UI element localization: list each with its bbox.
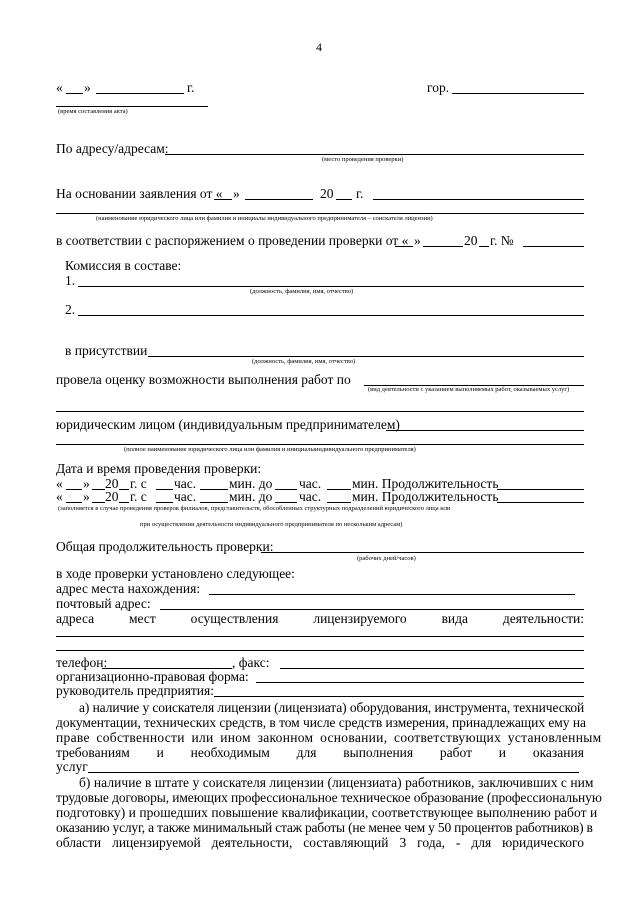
basis-month-blank[interactable] bbox=[245, 199, 313, 200]
places-word: осуществления bbox=[190, 611, 279, 626]
para-b-line-3: подготовку) и прошедших повышение квалификации, соответствующее выполнению работ и bbox=[56, 805, 598, 820]
para-b-word: - bbox=[455, 835, 461, 850]
dt1-close-quote: » bbox=[83, 476, 90, 491]
para-a-word: требованиям bbox=[56, 745, 130, 760]
dt1-from: г. с bbox=[130, 476, 147, 491]
order-number-label: г. № bbox=[490, 233, 514, 248]
date-open-quote: « bbox=[56, 80, 63, 95]
para-b-word: 3 bbox=[399, 835, 407, 850]
dt2-year: 20 bbox=[105, 489, 119, 504]
order-close-quote: » bbox=[414, 233, 421, 248]
address-note: (место проведения проверки) bbox=[322, 156, 404, 163]
para-a-word: и bbox=[156, 745, 164, 760]
act-time-note: (время составления акта) bbox=[58, 108, 128, 115]
dt1-hours2: час. bbox=[299, 476, 322, 491]
para-a-blank[interactable] bbox=[88, 772, 579, 773]
para-b-line-5 bbox=[56, 835, 584, 851]
para-b-word: юридического bbox=[502, 835, 584, 850]
datetime-label: Дата и время проведения проверки: bbox=[56, 461, 262, 476]
assessment-note: (вид деятельности с указанием выполняемых работ, оказываемых услуг) bbox=[368, 386, 570, 393]
para-a-word: работ bbox=[439, 745, 472, 760]
dt2-min2-blank[interactable] bbox=[327, 502, 351, 503]
dt2-hours: час. bbox=[174, 489, 197, 504]
dt2-hours2: час. bbox=[299, 489, 322, 504]
places-blank-2[interactable] bbox=[56, 650, 584, 651]
page-number: 4 bbox=[316, 40, 322, 54]
dt2-open-quote: « bbox=[56, 489, 63, 504]
assessment-blank-2[interactable] bbox=[56, 411, 584, 412]
places-blank-1[interactable] bbox=[56, 636, 584, 637]
para-b-word: года, bbox=[417, 835, 445, 850]
para-a-word: и bbox=[498, 745, 507, 760]
dt2-hour-blank[interactable] bbox=[156, 502, 173, 503]
para-b-line-4: оказанию услуг, а также минимальный стаж работы (не менее чем у 50 процентов работников) в bbox=[56, 820, 593, 835]
basis-note: (наименование юридического лица или фамилия и инициалы индивидуального предпринимателя – соискателя лицензии) bbox=[96, 215, 433, 222]
para-b-word: для bbox=[471, 835, 492, 850]
manager-blank[interactable] bbox=[214, 696, 584, 697]
para-b-word: деятельности, bbox=[211, 835, 293, 850]
basis-year-prefix: 20 bbox=[320, 186, 334, 201]
basis-year-suffix: г. bbox=[356, 186, 364, 201]
postal-blank[interactable] bbox=[160, 609, 584, 610]
dt2-day-blank[interactable] bbox=[66, 502, 82, 503]
dt1-year-blank[interactable] bbox=[119, 489, 129, 490]
para-a-word: необходимым bbox=[190, 745, 270, 760]
order-text: в соответствии с распоряжением о проведении проверки от « bbox=[56, 233, 409, 248]
basis-label: На основании заявления от « bbox=[56, 186, 223, 201]
act-time-line bbox=[56, 106, 208, 107]
address-blank[interactable] bbox=[165, 154, 584, 155]
dt1-min2-blank[interactable] bbox=[327, 489, 351, 490]
commission-member-2-blank[interactable] bbox=[78, 315, 584, 316]
order-day-blank[interactable] bbox=[395, 246, 413, 247]
city-blank[interactable] bbox=[452, 93, 584, 94]
presence-note: (должность, фамилия, имя, отчество) bbox=[252, 358, 356, 365]
dt1-month-blank[interactable] bbox=[92, 489, 105, 490]
para-a-line-2: документации, технических средств, в том числе средств измерения, принадлежащих ему на bbox=[56, 715, 586, 730]
fax-blank[interactable] bbox=[280, 668, 584, 669]
dt2-month-blank[interactable] bbox=[92, 502, 105, 503]
presence-blank[interactable] bbox=[148, 356, 584, 357]
para-b-word: области bbox=[56, 835, 102, 850]
para-b-line-2: трудовые договоры, имеющих профессиональное техническое образование (профессиональную bbox=[56, 790, 602, 805]
order-year: 20 bbox=[464, 233, 478, 248]
para-a-word: выполнения bbox=[343, 745, 414, 760]
dt2-minutes-to: мин. до bbox=[229, 489, 273, 504]
total-blank[interactable] bbox=[261, 552, 584, 553]
entity-blank[interactable] bbox=[386, 430, 584, 431]
phone-label: телефон: bbox=[56, 655, 108, 670]
places-word: вида bbox=[441, 611, 469, 626]
para-b-word: составляющий bbox=[303, 835, 389, 850]
basis-applicant-blank[interactable] bbox=[56, 213, 584, 214]
basis-close-quote: » bbox=[233, 186, 240, 201]
para-a-line-1: а) наличие у соискателя лицензии (лицензиата) оборудования, инструмента, технической bbox=[79, 700, 585, 715]
location-blank[interactable] bbox=[209, 594, 575, 595]
para-a-line-5: услуг bbox=[56, 759, 88, 774]
commission-item-2: 2. bbox=[65, 302, 76, 317]
city-label: гор. bbox=[427, 80, 450, 95]
dt1-hours: час. bbox=[174, 476, 197, 491]
para-a-word: для bbox=[296, 745, 317, 760]
dt2-from: г. с bbox=[130, 489, 147, 504]
commission-label: Комиссия в составе: bbox=[65, 258, 182, 273]
para-a-line-3: праве собственности или ином законном основании, соответствующих установленным bbox=[56, 730, 602, 745]
places-word: лицензируемого bbox=[313, 611, 407, 626]
dt2-duration-blank[interactable] bbox=[497, 502, 584, 503]
date-close-quote: » bbox=[84, 80, 91, 95]
year-suffix: г. bbox=[187, 80, 195, 95]
dt1-day-blank[interactable] bbox=[66, 489, 82, 490]
dt2-hour2-blank[interactable] bbox=[275, 502, 297, 503]
places-word: мест bbox=[128, 611, 156, 626]
dt1-minutes-to: мин. до bbox=[229, 476, 273, 491]
order-year-blank[interactable] bbox=[479, 246, 489, 247]
dt1-year: 20 bbox=[105, 476, 119, 491]
para-b-line-1: б) наличие в штате у соискателя лицензии (лицензиата) работников, заключивших с ним bbox=[79, 775, 594, 790]
dt2-duration: мин. Продолжительность bbox=[352, 489, 499, 504]
dt2-year-blank[interactable] bbox=[119, 502, 129, 503]
day-blank[interactable] bbox=[66, 93, 83, 94]
legal-form-label: организационно-правовая форма: bbox=[56, 669, 249, 684]
address-label: По адресу/адресам: bbox=[56, 141, 169, 156]
para-a-line-4 bbox=[56, 745, 584, 761]
commission-member-1-blank[interactable] bbox=[78, 286, 584, 287]
entity-note: (полное наименование юридического лица или фамилия и инициалыиндивидуального предпринимателя) bbox=[124, 446, 416, 453]
basis-blank[interactable] bbox=[373, 199, 584, 200]
postal-label: почтовый адрес: bbox=[56, 596, 151, 611]
location-label: адрес места нахождения: bbox=[56, 581, 201, 596]
dt1-duration-blank[interactable] bbox=[497, 489, 584, 490]
para-b-word: лицензируемой bbox=[112, 835, 201, 850]
commission-note: (должность, фамилия, имя, отчество) bbox=[250, 288, 354, 295]
places-word: адреса bbox=[56, 611, 95, 626]
entity-blank-2[interactable] bbox=[56, 444, 584, 445]
dt1-min-blank[interactable] bbox=[200, 489, 228, 490]
datetime-note-1: (заполняется в случае проведения проверок филиалов, представительств, обособленных структурных подразделений юридического лица или bbox=[58, 505, 451, 512]
legal-form-blank[interactable] bbox=[256, 682, 584, 683]
places-line bbox=[56, 611, 584, 627]
basis-day-blank[interactable] bbox=[214, 199, 232, 200]
entity-label: юридическим лицом (индивидуальным предпринимателем) bbox=[56, 417, 400, 432]
datetime-note-2: при осуществлении деятельности индивидуального предпринимателя по нескольким адресам) bbox=[140, 521, 403, 528]
total-note: (рабочих дней/часов) bbox=[357, 555, 416, 562]
order-number-blank[interactable] bbox=[523, 246, 584, 247]
basis-year-blank[interactable] bbox=[336, 199, 352, 200]
places-word: деятельности: bbox=[502, 611, 584, 626]
dt1-hour2-blank[interactable] bbox=[275, 489, 297, 490]
fax-label: , факс: bbox=[232, 655, 270, 670]
manager-label: руководитель предприятия: bbox=[56, 683, 214, 698]
month-blank[interactable] bbox=[96, 93, 184, 94]
assessment-label: провела оценку возможности выполнения работ по bbox=[56, 372, 351, 387]
dt2-close-quote: » bbox=[83, 489, 90, 504]
dt1-duration: мин. Продолжительность bbox=[352, 476, 499, 491]
commission-item-1: 1. bbox=[65, 273, 76, 288]
dt2-min-blank[interactable] bbox=[200, 502, 228, 503]
order-month-blank[interactable] bbox=[423, 246, 463, 247]
dt1-open-quote: « bbox=[56, 476, 63, 491]
findings-intro: в ходе проверки установлено следующее: bbox=[56, 566, 295, 581]
total-label: Общая продолжительность проверки: bbox=[56, 539, 274, 554]
dt1-hour-blank[interactable] bbox=[156, 489, 173, 490]
presence-label: в присутствии bbox=[65, 343, 148, 358]
para-a-word: оказания bbox=[532, 745, 584, 760]
